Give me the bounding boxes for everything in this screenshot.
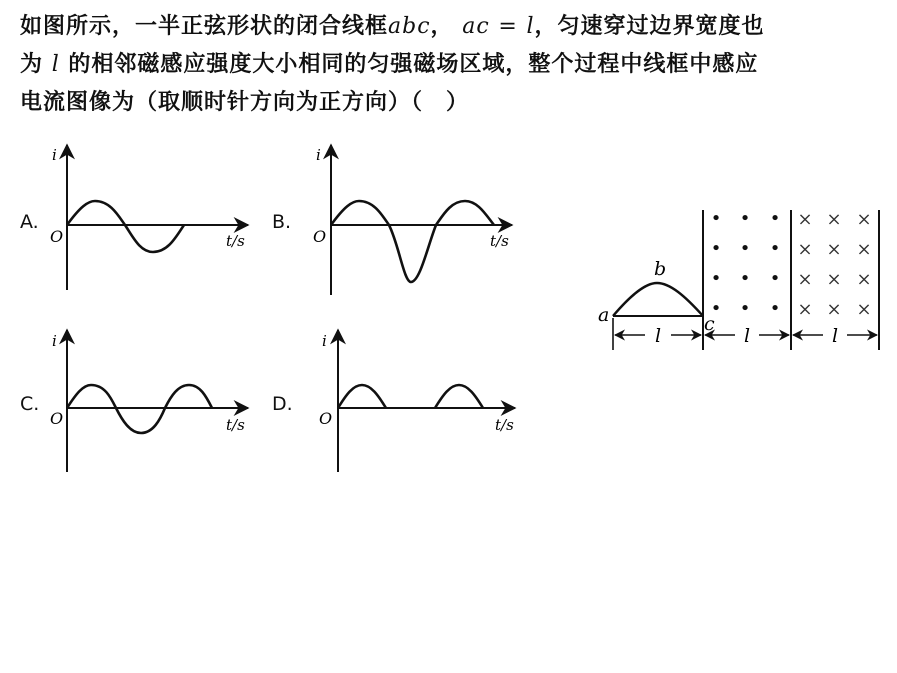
svg-text:•: • <box>769 298 781 319</box>
graph-d-curve-1 <box>338 385 386 408</box>
graph-c[interactable] <box>20 330 248 472</box>
field-crosses <box>797 209 871 320</box>
svg-text:×: × <box>856 209 872 230</box>
svg-text:•: • <box>769 208 781 229</box>
svg-text:•: • <box>710 238 722 259</box>
svg-text:×: × <box>826 239 842 260</box>
question-line-3: 电流图像为（取顺时针方向为正方向）（ ） <box>20 90 470 115</box>
graph-b-i-label: i <box>316 146 321 164</box>
graph-a-origin: O <box>50 227 64 246</box>
point-a: a <box>598 304 610 326</box>
graph-a[interactable] <box>20 145 248 290</box>
graph-c-origin: O <box>50 409 64 428</box>
option-c-label: C. <box>20 393 40 415</box>
svg-text:•: • <box>739 268 751 289</box>
graph-a-i-label: i <box>52 146 57 164</box>
svg-text:×: × <box>856 299 872 320</box>
svg-text:•: • <box>739 298 751 319</box>
svg-text:×: × <box>797 269 813 290</box>
svg-text:•: • <box>769 238 781 259</box>
svg-text:×: × <box>826 299 842 320</box>
svg-text:•: • <box>710 208 722 229</box>
svg-text:×: × <box>797 299 813 320</box>
svg-text:×: × <box>856 239 872 260</box>
dim-2-label: l <box>743 325 751 347</box>
graph-d-t-label: t/s <box>495 416 514 434</box>
graph-d-i-label: i <box>322 332 327 350</box>
graph-b-t-label: t/s <box>490 232 509 250</box>
frame-arc <box>613 283 703 316</box>
svg-text:•: • <box>769 268 781 289</box>
svg-text:×: × <box>826 209 842 230</box>
option-a-label: A. <box>20 211 39 233</box>
graph-d[interactable] <box>272 330 515 472</box>
point-b: b <box>654 258 667 280</box>
graph-c-i-label: i <box>52 332 57 350</box>
option-b-label: B. <box>272 211 292 233</box>
svg-text:•: • <box>739 238 751 259</box>
question-line-2: 为 l 的相邻磁感应强度大小相同的匀强磁场区域，整个过程中线框中感应 <box>20 52 759 77</box>
graph-b-origin: O <box>313 227 327 246</box>
graph-b-curve <box>331 201 494 282</box>
graph-b[interactable] <box>272 145 512 295</box>
point-c: c <box>704 313 715 335</box>
question-line-1: 如图所示，一半正弦形状的闭合线框abc， ac = l，匀速穿过边界宽度也 <box>20 14 765 39</box>
dim-1-label: l <box>654 325 662 347</box>
field-diagram <box>598 208 879 350</box>
graph-d-origin: O <box>319 409 333 428</box>
svg-text:×: × <box>797 209 813 230</box>
graph-c-t-label: t/s <box>226 416 245 434</box>
graph-d-curve-2 <box>435 385 483 408</box>
field-dots <box>711 208 781 319</box>
option-d-label: D. <box>272 393 293 415</box>
dim-3-label: l <box>831 325 839 347</box>
svg-text:×: × <box>797 239 813 260</box>
svg-text:•: • <box>710 298 722 319</box>
graph-a-curve <box>67 201 184 252</box>
svg-text:×: × <box>856 269 872 290</box>
graph-a-t-label: t/s <box>226 232 245 250</box>
svg-text:×: × <box>826 269 842 290</box>
svg-text:•: • <box>739 208 751 229</box>
svg-text:•: • <box>710 268 722 289</box>
